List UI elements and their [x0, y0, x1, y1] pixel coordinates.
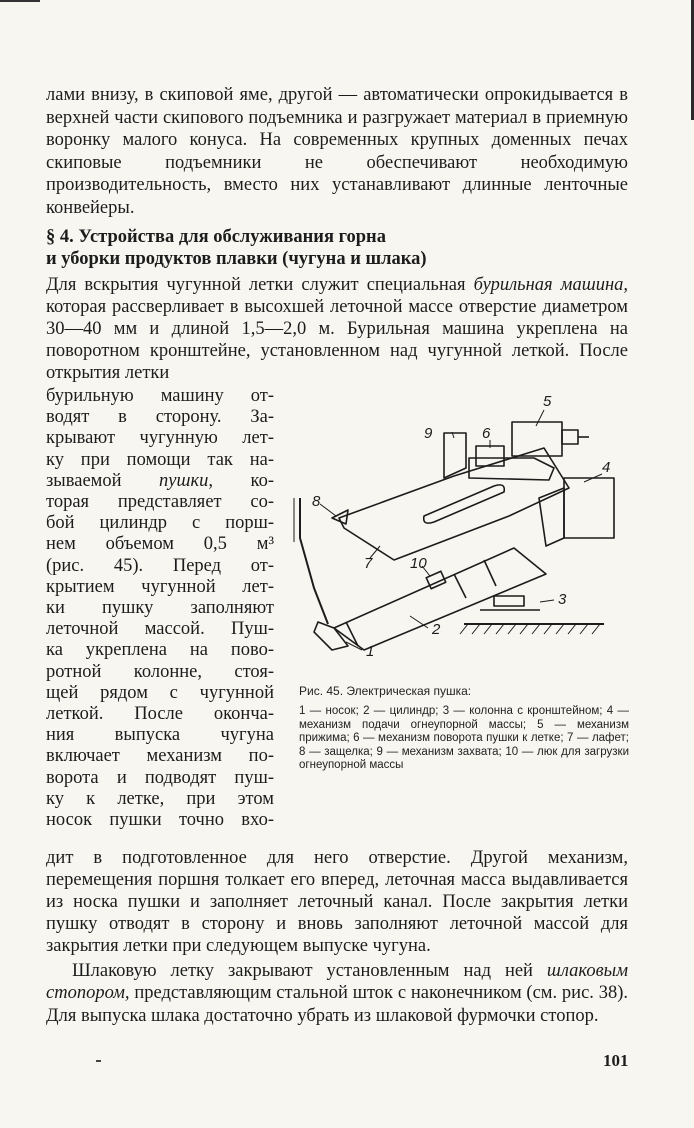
- column-line: [46, 471, 274, 492]
- page-number: 101: [603, 1051, 629, 1070]
- text-run: зываемой: [46, 470, 160, 491]
- label-7: 7: [364, 555, 373, 572]
- caption-title: Рис. 45. Электрическая пушка:: [299, 684, 472, 698]
- column-line: щей рядом с чугунной: [46, 682, 274, 703]
- column-line: ку к летке, при этом: [46, 788, 274, 809]
- column-base: [494, 596, 524, 606]
- leader-5: [536, 410, 544, 426]
- press-mechanism-cap: [562, 430, 578, 444]
- label-4: 4: [602, 459, 611, 476]
- print-mark: [96, 1060, 101, 1062]
- caption-legend: 1 — носок; 2 — цилиндр; 3 — колонна с кронштейном; 4 — механизм подачи огнеупорной массы; 5 — механизм прижима; 6 — механизм поворота пушки к летке; 7 — лафет; 8 — защелка; 9 — механизм захвата; 10 — люк для загрузки огнеупорной массы: [299, 705, 629, 772]
- cylinder-ring: [484, 560, 496, 586]
- column-line: крытием чугунной лет-: [46, 576, 274, 597]
- column-line: носок пушки точно вхо-: [46, 810, 274, 831]
- cylinder-ring: [454, 574, 466, 598]
- gun-operation-paragraph: дит в подготовленное для него отверстие. Другой механизм, перемещения поршня толкает его вперед, леточная масса выдавливается из носка пушки и заполняет леточный канал. После закрытия летки пушку отводят в сторону и вновь заполняют леточной массой для закрытия летки при следующем выпуске чугуна.: [46, 847, 628, 957]
- section-heading-line-2: и уборки продуктов плавки (чугуна и шлака): [46, 249, 427, 269]
- column-line: крывают чугунную лет-: [46, 428, 274, 449]
- column-line: ворота и подводят пуш-: [46, 767, 274, 788]
- frame-slot: [424, 485, 505, 523]
- scan-edge-mark: [0, 0, 40, 2]
- column-line: бой цилиндр с порш-: [46, 513, 274, 534]
- column-line: ка укреплена на пово-: [46, 640, 274, 661]
- text-run: Шлаковую летку закрывают установленным над ней: [72, 961, 547, 981]
- grip-mechanism-bracket: [444, 433, 466, 478]
- term-drill-machine: бурильная машина,: [473, 275, 628, 295]
- section-heading: [46, 226, 606, 270]
- ground-hatching: [460, 624, 600, 634]
- text-run: Для вскрытия чугунной летки служит специальная: [46, 275, 474, 295]
- term-gun: пушки,: [159, 470, 214, 491]
- drill-machine-paragraph: [46, 274, 628, 384]
- furnace-wall-line: [300, 498, 328, 624]
- gun-nozzle: [314, 622, 348, 650]
- column-line: нем объемом 0,5 м³: [46, 534, 274, 555]
- label-6: 6: [482, 425, 491, 442]
- term-slag-stopper: шлаковым стопором,: [46, 961, 628, 1004]
- figure-caption: [299, 685, 629, 772]
- column-line: ки пушку заполняют: [46, 598, 274, 619]
- leader-8: [320, 504, 336, 516]
- label-1: 1: [366, 643, 375, 660]
- column-line: ротной колонне, стоя-: [46, 661, 274, 682]
- text-run: которая рассверливает в высохшей леточной массе отверстие диаметром 30—40 мм и длиной 1,5—2,0 м. Бурильная машина укреплена на поворотном кронштейне, установленном над чугунной леткой. После открытия летки: [46, 297, 628, 383]
- column-line: торая представляет со-: [46, 492, 274, 513]
- column-line: (рис. 45). Перед от-: [46, 555, 274, 576]
- wrapped-text-column: [46, 386, 274, 831]
- label-9: 9: [424, 425, 433, 442]
- section-heading-line-1: § 4. Устройства для обслуживания горна: [46, 227, 386, 247]
- label-8: 8: [312, 493, 321, 510]
- leader-3: [540, 600, 554, 602]
- slag-stopper-paragraph: [46, 960, 628, 1027]
- feed-mechanism-box: [564, 478, 614, 538]
- label-2: 2: [432, 621, 441, 638]
- column-line: ку при помощи так на-: [46, 449, 274, 470]
- column-line: включает механизм по-: [46, 746, 274, 767]
- column-line: леточной массой. Пуш-: [46, 619, 274, 640]
- electric-gun-drawing: [284, 388, 634, 680]
- top-paragraph: лами внизу, в скиповой яме, другой — автоматически опрокидывается в верхней части скипового подъемника и разгружает материал в приемную воронку малого конуса. На современных крупных доменных печах скиповые подъемники не обеспечивают необходимую производительность, вместо них устанавливают длинные ленточные конвейеры.: [46, 85, 628, 218]
- top-beam: [469, 458, 554, 480]
- label-3: 3: [558, 591, 567, 608]
- text-run: представляющим стальной шток с наконечником (см. рис. 38). Для выпуска шлака достаточно убрать из шлаковой фурмочки стопор.: [46, 983, 628, 1026]
- column-line: бурильную машину от-: [46, 386, 274, 406]
- rotation-mechanism-box: [476, 446, 504, 466]
- column-line: водят в сторону. За-: [46, 407, 274, 428]
- label-10: 10: [410, 555, 427, 572]
- column-line: ния выпуска чугуна: [46, 725, 274, 746]
- label-5: 5: [543, 393, 552, 410]
- column-line: леткой. После оконча-: [46, 704, 274, 725]
- text-run: ко-: [213, 470, 274, 491]
